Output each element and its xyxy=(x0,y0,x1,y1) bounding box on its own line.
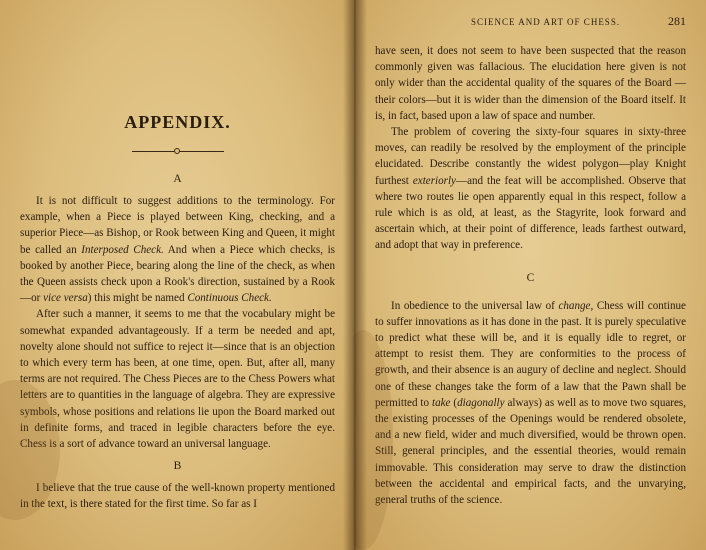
ornamental-rule xyxy=(132,147,224,155)
section-heading-a: A xyxy=(173,173,182,185)
text-run: And when a Piece which checks, is booked by another Piece, bearing along the line of the check, as when the Queen assists check upon a Rook's direction, sustained by a Rook—or xyxy=(20,243,335,305)
paragraph-2 xyxy=(375,124,686,254)
text-run: always) as well as to move two squares, the existing processes of the Openings would be rendered obsolete, and a new field, wider and much diversified, would be thrown open. Still, general principles, and the essential theories, would remain immovable. This consideration may serve to draw the distinction between the accidental and empirical facts, and the unvarying, general truths of the science. xyxy=(375,396,686,507)
paragraph-3 xyxy=(375,298,686,509)
paragraph-a-1 xyxy=(20,193,335,306)
right-page xyxy=(353,0,706,550)
section-heading-c: C xyxy=(526,271,535,284)
text-run: —and the feat will be accomplished. Observe that where two routes lie open apparently equal in this respect, follow a rule which is as old, at least, as the Stagyrite, look forward and ascertain which, at their point of difference, leads farthest outward, and adopt that way in preference. xyxy=(375,174,686,252)
italic-text: Continuous Check. xyxy=(187,292,272,305)
section-heading-b: B xyxy=(173,460,182,473)
text-run: It is not difficult to suggest additions to the terminology. For example, when a Piece is played between King, checking, and a superior Piece—as Bishop, or Rook between King and Queen, it might be called an xyxy=(20,195,335,256)
italic-text: exteriorly xyxy=(412,174,456,187)
running-header xyxy=(375,14,686,29)
running-head: SCIENCE AND ART OF CHESS. xyxy=(471,17,621,27)
italic-text: diagonally xyxy=(457,396,505,409)
italic-text: vice versa xyxy=(43,292,88,305)
text-run: Chess will continue to suffer innovations as it has done in the past. It is purely speculative to predict what these will be, and it is equally idle to regret, or attempt to resist them. They are conformities to the process of growth, and their absence is an augury of decline and neglect. Should one of these changes take the form of a law that the Pawn shall be permitted to xyxy=(375,299,686,409)
text-run: ) this might be named xyxy=(87,292,188,305)
page-number: 281 xyxy=(668,14,686,28)
paragraph-b: I believe that the true cause of the well-known property mentioned in the text, is there stated for the first time. So far as I xyxy=(20,482,335,511)
text-run: In obedience to the universal law of xyxy=(391,299,559,312)
italic-text: Interposed Check. xyxy=(81,243,164,256)
paragraph-a-2: After such a manner, it seems to me that the vocabulary might be somewhat expanded advantageously. If a term be needed and apt, novelty alone should not suffice to reject it—since that is an objection to which every term has been, at one time, open. But, after all, many terms are not required. The Chess Pieces are to the Chess Powers what letters are to quantities in the language of algebra. They are expressive symbols, whose positions and relations lie upon the Board marked out in definite forms, and traced in legible characters before the eye. Chess is a sort of advance toward an universal language. xyxy=(20,308,335,451)
rule-ornament xyxy=(174,148,180,154)
page-title: APPENDIX. xyxy=(124,112,231,132)
text-run: The problem of covering the sixty-four squares in sixty-three moves, can readily be resolved by the employment of the principle elucidated. Describe constantly the widest polygon—play Knight furthest xyxy=(375,126,686,187)
paragraph-1: have seen, it does not seem to have been suspected that the reason commonly given was fallacious. The elucidation here given is not only wider than the accidental quality of the squares of the Board —their colors—but it is wider than the dimension of the Board itself. It is, in fact, based upon a law of space and number. xyxy=(375,45,686,122)
text-run: ( xyxy=(450,396,458,409)
italic-text: take xyxy=(432,396,451,409)
italic-text: change, xyxy=(558,299,594,312)
